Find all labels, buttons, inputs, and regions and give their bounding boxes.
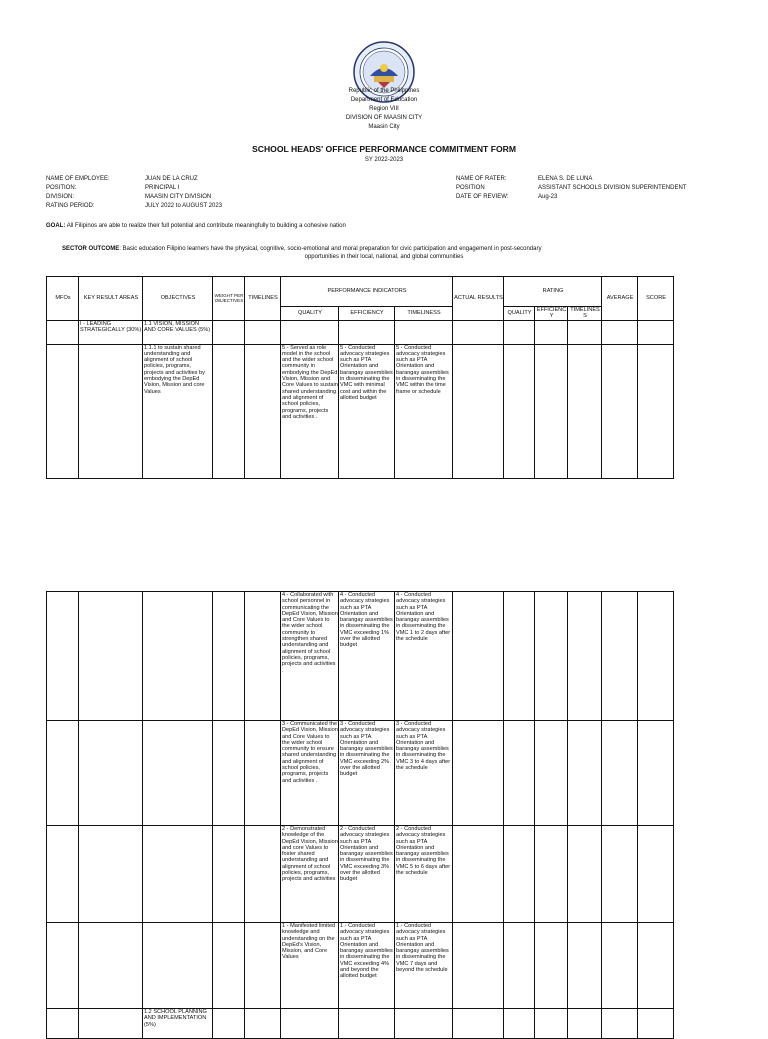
timeliness-indicator: 4 - Conducted advocacy strategies such as PTA Orientation and barangay assemblies in disseminating the VMC 1 to 2 days after the schedule [395, 592, 453, 721]
header-actual-results: ACTUAL RESULTS [453, 277, 504, 321]
quality-indicator: 2 - Demonstrated knowledge of the DepEd Vision, Mission and core Values to foster shared understanding and alignment of school policies, programs, projects and activities [281, 826, 339, 923]
info-label: DIVISION: [46, 194, 75, 200]
sector-text: : Basic education Filipino learners have the physical, cognitive, socio-emotional and moral preparation for civic participation and engagement in post-secondary [119, 246, 542, 252]
header-quality: QUALITY [281, 307, 339, 321]
header-rating-quality: QUALITY [504, 307, 535, 321]
header-rating-efficiency: EFFICIENCY [535, 307, 568, 321]
info-label: RATING PERIOD: [46, 203, 95, 209]
header-timeliness: TIMELINESS [395, 307, 453, 321]
header-average: AVERAGE [602, 277, 638, 321]
table-row [47, 923, 674, 1009]
header-weight: WEIGHT PER OBJECTIVES [213, 277, 245, 321]
info-value: MAASIN CITY DIVISION [145, 194, 212, 200]
objective-heading: 1.2 SCHOOL PLANNING AND IMPLEMENTATION (5%) [143, 1009, 213, 1039]
info-label: NAME OF RATER: [456, 176, 507, 182]
header-score: SCORE [638, 277, 674, 321]
quality-indicator: 5 - Served as role model in the school and the wider school community in embodying the DepEd Vision, Mission and Core Values to sustain shared understanding and alignment of school policies, programs, projects and activities . [281, 344, 339, 478]
info-value: JUAN DE LA CRUZ [145, 176, 198, 182]
header-line: DIVISION OF MAASIN CITY [345, 115, 423, 121]
efficiency-indicator: 3 - Conducted advocacy strategies such as PTA Orientation and barangay assemblies in disseminating the VMC exceeding 2% over the allotted budget [339, 721, 395, 826]
sector-label: SECTOR OUTCOME [62, 246, 120, 252]
objective-cell: 1.1.1 to sustain shared understanding and alignment of school policies, programs, projects and activities by embodying the DepEd Vision, Mission and core Values [143, 344, 213, 478]
header-rating-timeliness: TIMELINESS [568, 307, 602, 321]
header-line: Republic of the Philippines [348, 88, 420, 94]
timeliness-indicator: 2 - Conducted advocacy strategies such as PTA Orientation and barangay assemblies in disseminating the VMC 5 to 6 days after the schedule [395, 826, 453, 923]
quality-indicator: 1 - Manifested limited knowledge and understanding on the DepEd's Vision, Mission, and Core Values [281, 923, 339, 1009]
table-row [47, 320, 674, 344]
header-kra: KEY RESULT AREAS [79, 277, 143, 321]
goal-label: GOAL: [46, 223, 66, 229]
header-performance-indicators: PERFORMANCE INDICATORS [281, 277, 453, 307]
info-value: PRINCIPAL I [145, 185, 180, 191]
timeliness-indicator: 3 - Conducted advocacy strategies such as PTA Orientation and barangay assemblies in disseminating the VMC 3 to 4 days after the schedule [395, 721, 453, 826]
performance-table-continued [46, 591, 674, 1039]
table-row [47, 826, 674, 923]
sector-outcome-line2: opportunities in their local, national, and global communities [304, 254, 464, 260]
school-year: SY 2022-2023 [364, 157, 404, 163]
objective-heading: 1.1 VISION, MISSION AND CORE VALUES (5%) [143, 320, 213, 344]
kra-cell: I - LEADING STRATEGICALLY (30%) [79, 320, 143, 344]
table-row [47, 344, 674, 478]
header-timelines: TIMELINES [245, 277, 281, 321]
table-row [47, 721, 674, 826]
goal-text: All Filipinos are able to realize their full potential and contribute meaningfully to building a cohesive nation [66, 223, 346, 229]
header-line: Department of Education [350, 97, 418, 103]
info-value: JULY 2022 to AUGUST 2023 [145, 203, 223, 209]
info-label: NAME OF EMPLOYEE: [46, 176, 110, 182]
goal-statement [46, 222, 746, 231]
timeliness-indicator: 5 - Conducted advocacy strategies such as PTA Orientation and barangay assemblies in disseminating the VMC within the time frame or schedule [395, 344, 453, 478]
info-label: POSITION: [46, 185, 77, 191]
info-value: Aug-23 [538, 194, 558, 200]
info-value: ASSISTANT SCHOOLS DIVISION SUPERINTENDENT [538, 185, 687, 191]
header-objectives: OBJECTIVES [143, 277, 213, 321]
info-value: ELENA S. DE LUNA [538, 176, 593, 182]
efficiency-indicator: 5 - Conducted advocacy strategies such as PTA Orientation and barangay assemblies in disseminating the VMC with minimal cost and within the allotted budget [339, 344, 395, 478]
employee-info-labels [46, 175, 146, 211]
table-row [47, 592, 674, 721]
header-efficiency: EFFICIENCY [339, 307, 395, 321]
efficiency-indicator: 1 - Conducted advocacy strategies such as PTA Orientation and barangay assemblies in disseminating the VMC exceeding 4% and beyond the allotted budget [339, 923, 395, 1009]
quality-indicator: 4 - Collaborated with school personnel in communicating the DepEd Vision, Mission and Core Values to the wider school community to strengthen shared understanding and alignment of school policies, programs, projects and activities . [281, 592, 339, 721]
info-label: DATE OF REVIEW: [456, 194, 509, 200]
header-mfos: MFOs [47, 277, 79, 321]
header-line: Region VIII [369, 106, 399, 112]
header-line: Maasin City [368, 124, 400, 130]
info-label: POSITION [456, 185, 485, 191]
timeliness-indicator: 1 - Conducted advocacy strategies such as PTA Orientation and barangay assemblies in disseminating the VMC 7 days and beyond the schedule [395, 923, 453, 1009]
quality-indicator: 3 - Communicated the DepEd Vision, Mission and Core Values to the wider school community to ensure shared understanding and alignment of school policies, programs, projects and activities . [281, 721, 339, 826]
rater-info-labels [456, 175, 536, 202]
header-rating: RATING [504, 277, 602, 307]
performance-table [46, 276, 674, 479]
agency-header [0, 87, 768, 132]
form-title: SCHOOL HEADS' OFFICE PERFORMANCE COMMITMENT FORM [252, 144, 516, 154]
efficiency-indicator: 4 - Conducted advocacy strategies such as PTA Orientation and barangay assemblies in disseminating the VMC exceeding 1% over the allotted budget [339, 592, 395, 721]
efficiency-indicator: 2 - Conducted advocacy strategies such as PTA Orientation and barangay assemblies in disseminating the VMC exceeding 3% over the allotted budget [339, 826, 395, 923]
employee-info-values [145, 175, 345, 211]
rater-info-values [538, 175, 768, 202]
